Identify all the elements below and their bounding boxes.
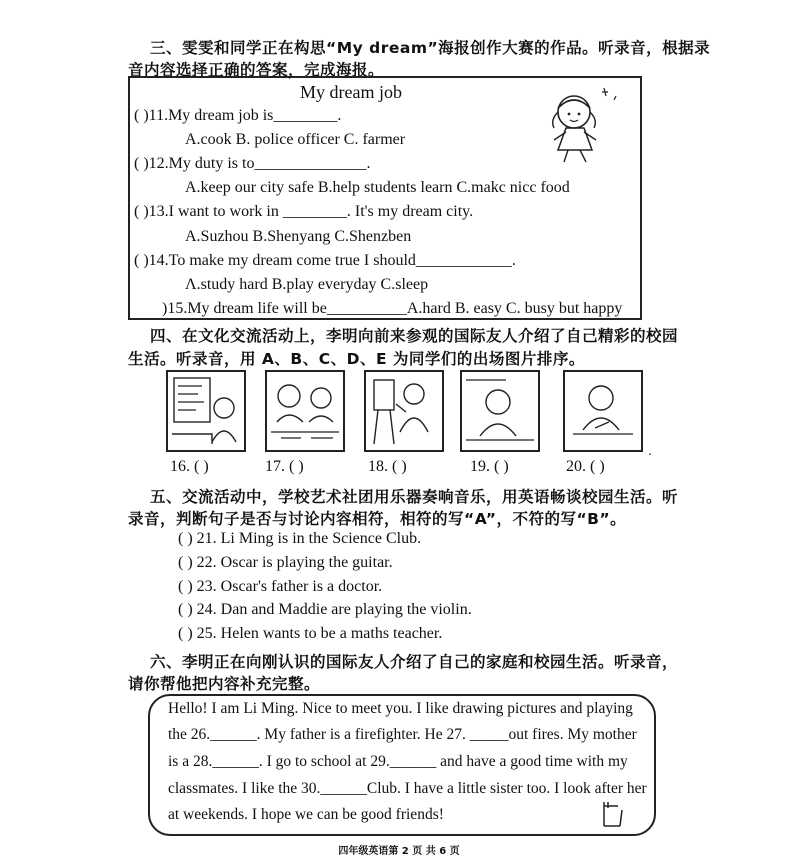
dot-mark: . [648,444,652,458]
q12-options: A.keep our city safe B.help students learn C.makc nicc food [185,179,570,196]
section6-heading-line1: 六、李明正在向刚认识的国际友人介绍了自己的家庭和校园生活。听录音， [150,653,679,671]
judge-25: ( ) 25. Helen wants to be a maths teacher. [178,625,443,642]
order-18: 18. ( ) [368,458,407,475]
q15: )15.My dream life will be__________A.hard B. easy C. busy but happy [162,300,623,317]
passage-line-4: classmates. I like the 30.______Club. I have a little sister too. I look after her [168,780,647,797]
section6-heading-line2: 请你帮他把内容补充完整。 [128,675,321,693]
q11: ( )11.My dream job is________. [134,107,342,124]
q12: ( )12.My duty is to______________. [134,155,371,172]
girl-drawing-icon [536,84,626,166]
picture-c-painting-easel [364,370,444,452]
section3-heading-line2: 音内容选择正确的答案，完成海报。 [128,61,385,79]
judge-21: ( ) 21. Li Ming is in the Science Club. [178,530,422,547]
passage-line-5: at weekends. I hope we can be good friends! [168,806,444,823]
q14-options: Λ.study hard B.play everyday C.sleep [185,276,429,293]
passage-line-3: is a 28.______. I go to school at 29.______ and have a good time with my [168,753,628,770]
section4-heading-line2: 生活。听录音，用 A、B、C、D、E 为同学们的出场图片排序。 [128,350,585,368]
section3-heading-line1: 三、雯雯和同学正在构思“My dream”海报创作大赛的作品。听录音，根据录 [150,39,711,57]
section4-heading-line1: 四、在文化交流活动上，李明向前来参观的国际友人介绍了自己精彩的校园 [150,327,679,345]
picture-e-boy-writing [563,370,643,452]
judge-24: ( ) 24. Dan and Maddie are playing the violin. [178,601,472,618]
order-16: 16. ( ) [170,458,209,475]
q13-options: A.Suzhou B.Shenyang C.Shenzben [185,228,412,245]
picture-d-boy-reading [460,370,540,452]
section5-heading-line1: 五、交流活动中，学校艺术社团用乐器奏响音乐，用英语畅谈校园生活。听 [150,488,679,506]
picture-a-classroom-board [166,370,246,452]
section5-heading-line2: 录音，判断句子是否与讨论内容相符，相符的写“A”，不符的写“B”。 [128,510,627,528]
q14: ( )14.To make my dream come true I should____________. [134,252,516,269]
picture-b-students-drawing [265,370,345,452]
judge-23: ( ) 23. Oscar's father is a doctor. [178,578,383,595]
judge-22: ( ) 22. Oscar is playing the guitar. [178,554,393,571]
order-20: 20. ( ) [566,458,605,475]
scribble-mark-icon [600,798,630,830]
page-footer: 四年级英语第 2 页 共 6 页 [338,846,460,857]
order-17: 17. ( ) [265,458,304,475]
q13: ( )13.I want to work in ________. It's my dream city. [134,203,474,220]
order-19: 19. ( ) [470,458,509,475]
passage-line-2: the 26.______. My father is a firefighter. He 27. _____out fires. My mother [168,726,637,743]
q11-options: A.cook B. police officer C. farmer [185,131,406,148]
poster-title: My dream job [300,82,402,102]
passage-line-1: Hello! I am Li Ming. Nice to meet you. I like drawing pictures and playing [168,700,633,717]
